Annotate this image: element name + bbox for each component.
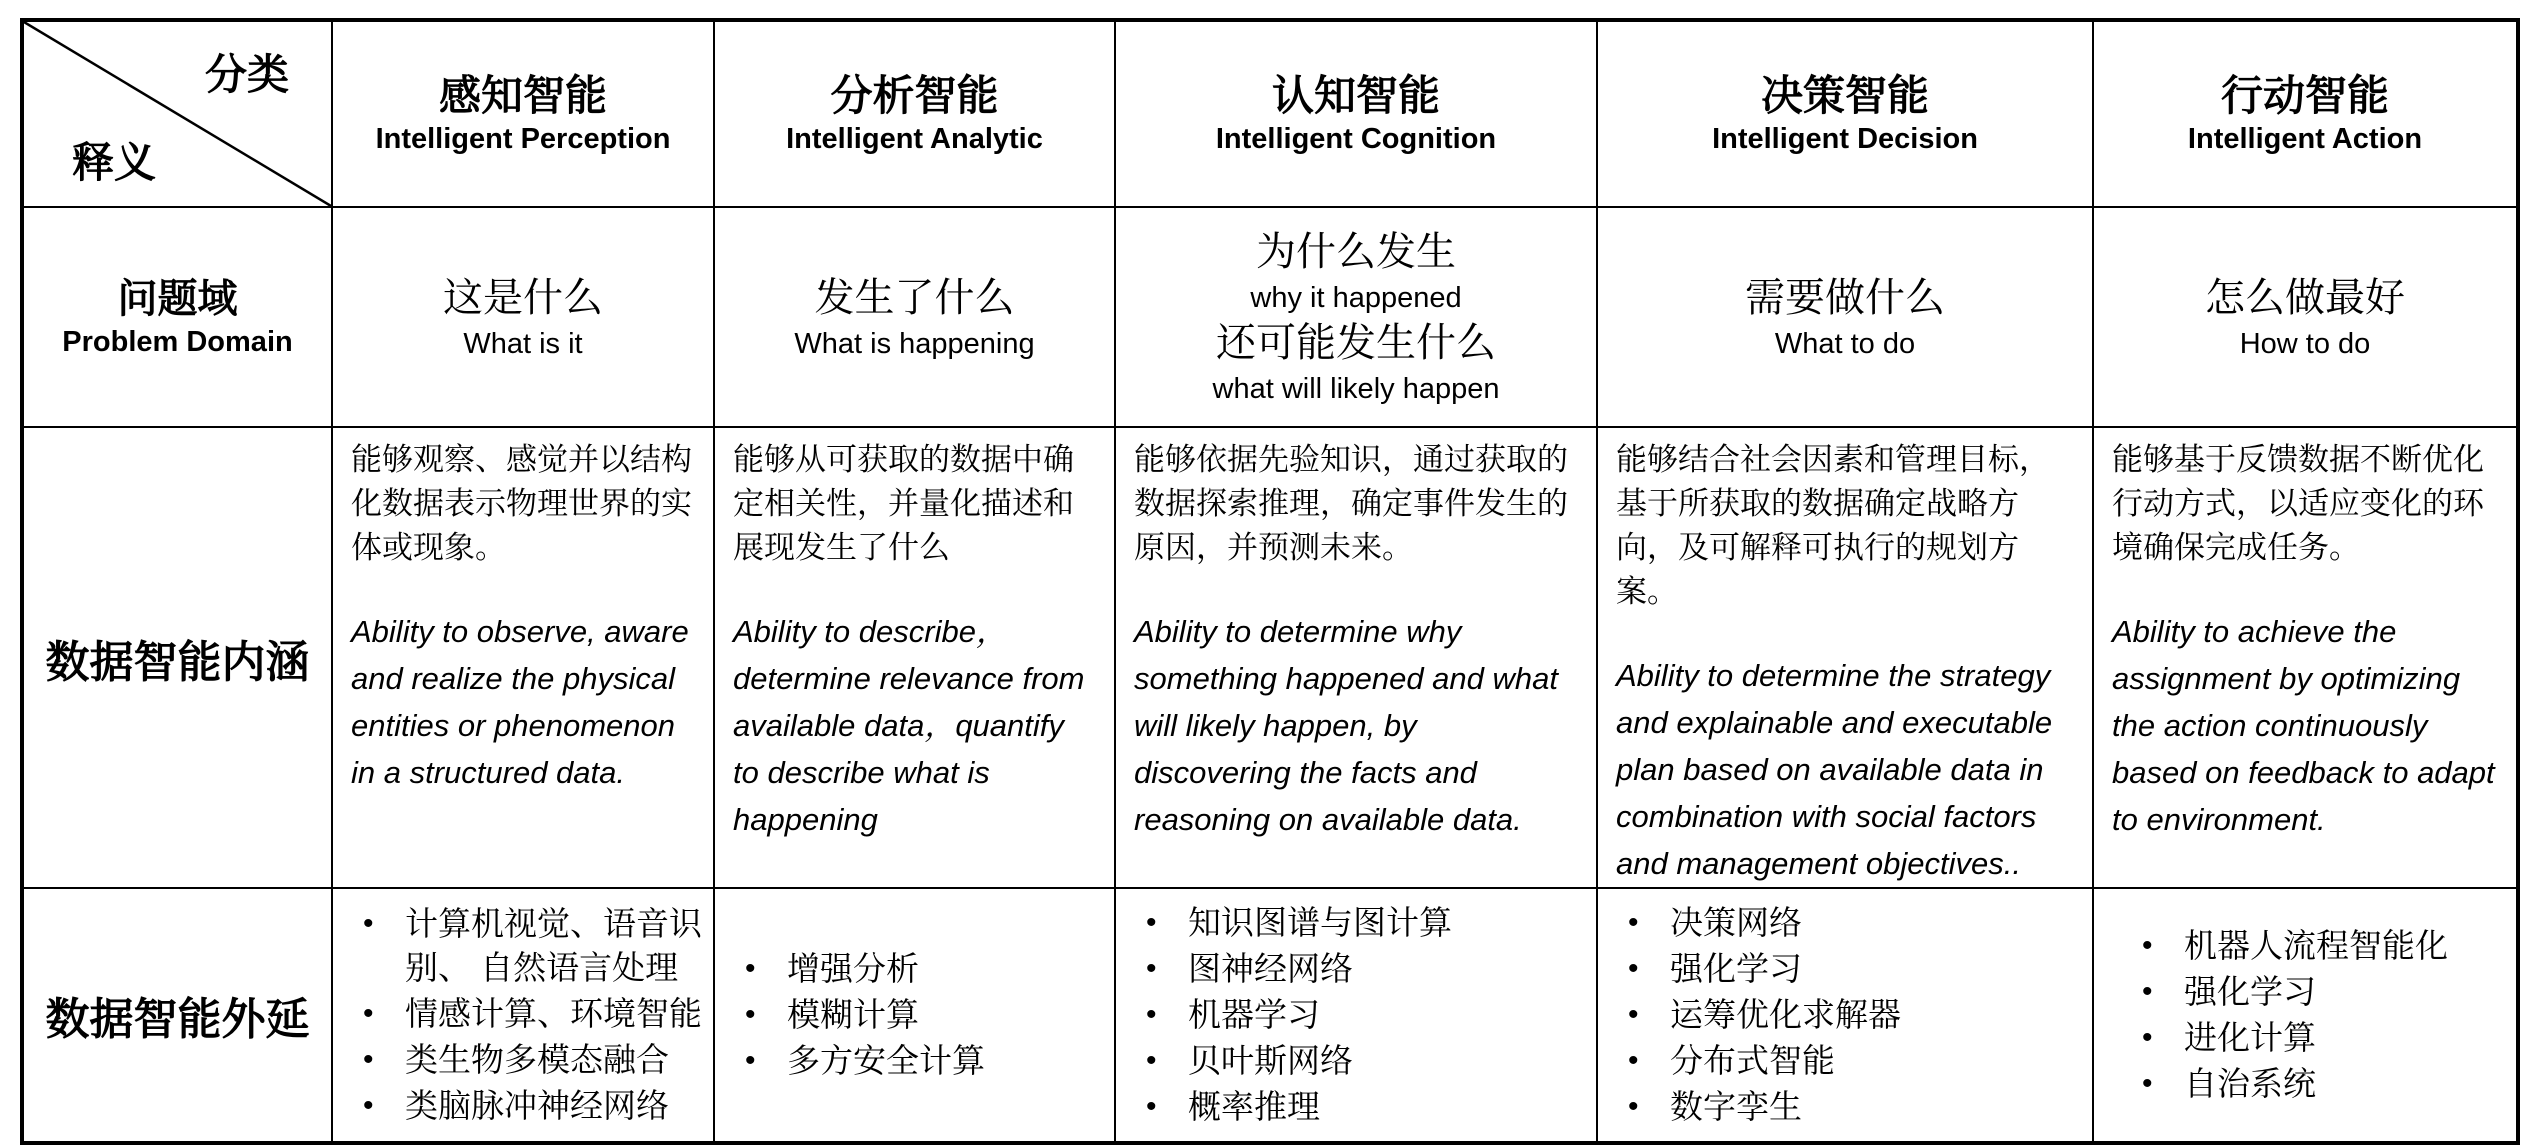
column-title-zh: 认知智能 bbox=[1271, 72, 1440, 119]
column-title-en: Intelligent Analytic bbox=[786, 123, 1043, 155]
connotation-en: Ability to determine the strategy and explainable and executable plan based on available data in combination with social factors and management objectives.. bbox=[1616, 658, 2053, 881]
extension-cell-action bbox=[2093, 888, 2518, 1143]
connotation-en: Ability to describe，determine relevance from available data，quantify to describe what is happening bbox=[733, 614, 1085, 837]
extension-cell-decision bbox=[1597, 888, 2093, 1143]
row-header-connotation: 数据智能内涵 bbox=[22, 427, 332, 888]
domain-question-zh2: 还可能发生什么 bbox=[1216, 321, 1496, 365]
extension-list-item: • 类生物多模态融合 bbox=[351, 1038, 703, 1082]
connotation-zh: 能够从可获取的数据中确定相关性，并量化描述和展现发生了什么 bbox=[733, 442, 1074, 565]
extension-cell-perception bbox=[332, 888, 714, 1143]
extension-list bbox=[1134, 901, 1586, 1129]
extension-list-item: • 强化学习 bbox=[1616, 947, 2082, 991]
connotation-cell-action bbox=[2093, 427, 2518, 888]
extension-cell-cognition bbox=[1115, 888, 1597, 1143]
connotation-en: Ability to achieve the assignment by optimizing the action continuously based on feedback to adapt to environment. bbox=[2112, 614, 2495, 837]
extension-list-item: • 情感计算、环境智能 bbox=[351, 992, 703, 1036]
domain-question-zh: 发生了什么 bbox=[814, 275, 1015, 320]
column-title-zh: 决策智能 bbox=[1760, 72, 1929, 119]
domain-question-en: What is it bbox=[463, 327, 583, 360]
extension-list-item: • 自治系统 bbox=[2130, 1062, 2506, 1106]
domain-question-en: What to do bbox=[1774, 327, 1916, 360]
connotation-zh: 能够观察、感觉并以结构化数据表示物理世界的实体或现象。 bbox=[351, 442, 692, 565]
row-header-en: Problem Domain bbox=[62, 326, 293, 358]
extension-list-item: • 概率推理 bbox=[1134, 1085, 1586, 1129]
connotation-zh: 能够结合社会因素和管理目标，基于所获取的数据确定战略方向，及可解释可执行的规划方案。 bbox=[1616, 442, 2050, 609]
domain-question-en: How to do bbox=[2239, 327, 2371, 360]
connotation-row bbox=[22, 427, 2518, 888]
column-header-cognition bbox=[1115, 20, 1597, 207]
connotation-cell-analytic bbox=[714, 427, 1115, 888]
row-header-extension: 数据智能外延 bbox=[22, 888, 332, 1143]
domain-question-zh: 为什么发生 bbox=[1256, 230, 1456, 274]
extension-list-item: • 计算机视觉、语音识别、 自然语言处理 bbox=[351, 902, 703, 990]
domain-question-zh: 这是什么 bbox=[443, 275, 603, 320]
column-title-en: Intelligent Decision bbox=[1712, 123, 1978, 155]
extension-list-item: • 多方安全计算 bbox=[733, 1039, 1104, 1083]
extension-list-item: • 图神经网络 bbox=[1134, 947, 1586, 991]
extension-list-item: • 增强分析 bbox=[733, 947, 1104, 991]
extension-list-item: • 进化计算 bbox=[2130, 1016, 2506, 1060]
problem-domain-cell-action bbox=[2093, 207, 2518, 427]
extension-list-item: • 分布式智能 bbox=[1616, 1039, 2082, 1083]
domain-question-en: why it happened bbox=[1250, 282, 1462, 314]
extension-row bbox=[22, 888, 2518, 1143]
extension-list-item: • 模糊计算 bbox=[733, 993, 1104, 1037]
extension-list-item: • 机器人流程智能化 bbox=[2130, 924, 2506, 968]
domain-question-en2: what will likely happen bbox=[1212, 373, 1500, 405]
connotation-cell-perception bbox=[332, 427, 714, 888]
corner-cell bbox=[22, 20, 332, 207]
column-header-analytic bbox=[714, 20, 1115, 207]
extension-list-item: • 知识图谱与图计算 bbox=[1134, 901, 1586, 945]
column-title-en: Intelligent Action bbox=[2187, 123, 2423, 155]
row-header-zh: 问题域 bbox=[117, 277, 238, 321]
extension-list-item: • 强化学习 bbox=[2130, 970, 2506, 1014]
domain-question-en: What is happening bbox=[794, 327, 1035, 360]
connotation-cell-cognition bbox=[1115, 427, 1597, 888]
column-title-zh: 行动智能 bbox=[2220, 72, 2389, 119]
problem-domain-cell-cognition bbox=[1115, 207, 1597, 427]
column-header-action bbox=[2093, 20, 2518, 207]
column-title-zh: 感知智能 bbox=[438, 72, 607, 119]
problem-domain-row bbox=[22, 207, 2518, 427]
extension-list-item: • 机器学习 bbox=[1134, 993, 1586, 1037]
column-header-perception bbox=[332, 20, 714, 207]
column-header-decision bbox=[1597, 20, 2093, 207]
extension-list-item: • 决策网络 bbox=[1616, 901, 2082, 945]
extension-list-item: • 贝叶斯网络 bbox=[1134, 1039, 1586, 1083]
extension-list-item: • 数字孪生 bbox=[1616, 1085, 2082, 1129]
connotation-en: Ability to observe, aware and realize the physical entities or phenomenon in a structured data. bbox=[351, 614, 689, 790]
extension-list bbox=[2130, 924, 2506, 1106]
column-title-zh: 分析智能 bbox=[830, 72, 999, 119]
corner-label-definition: 释义 bbox=[72, 139, 157, 186]
extension-list bbox=[1616, 901, 2082, 1129]
column-title-en: Intelligent Perception bbox=[375, 123, 671, 155]
problem-domain-cell-decision bbox=[1597, 207, 2093, 427]
extension-list-item: • 类脑脉冲神经网络 bbox=[351, 1084, 703, 1128]
connotation-cell-decision bbox=[1597, 427, 2093, 888]
header-row bbox=[22, 20, 2518, 207]
extension-cell-analytic bbox=[714, 888, 1115, 1143]
connotation-en: Ability to determine why something happened and what will likely happen, by discovering the facts and reasoning on available data. bbox=[1134, 614, 1558, 837]
corner-label-category: 分类 bbox=[204, 51, 289, 98]
problem-domain-cell-perception bbox=[332, 207, 714, 427]
connotation-zh: 能够基于反馈数据不断优化行动方式，以适应变化的环境确保完成任务。 bbox=[2112, 442, 2484, 565]
intelligence-matrix-table bbox=[20, 18, 2520, 1145]
extension-list bbox=[351, 902, 703, 1128]
column-title-en: Intelligent Cognition bbox=[1215, 123, 1497, 155]
extension-list bbox=[733, 947, 1104, 1083]
extension-list-item: • 运筹优化求解器 bbox=[1616, 993, 2082, 1037]
problem-domain-cell-analytic bbox=[714, 207, 1115, 427]
domain-question-zh: 需要做什么 bbox=[1745, 275, 1945, 320]
row-header-problem-domain bbox=[22, 207, 332, 427]
domain-question-zh: 怎么做最好 bbox=[2205, 275, 2405, 320]
connotation-zh: 能够依据先验知识，通过获取的数据探索推理，确定事件发生的原因，并预测未来。 bbox=[1134, 442, 1568, 565]
